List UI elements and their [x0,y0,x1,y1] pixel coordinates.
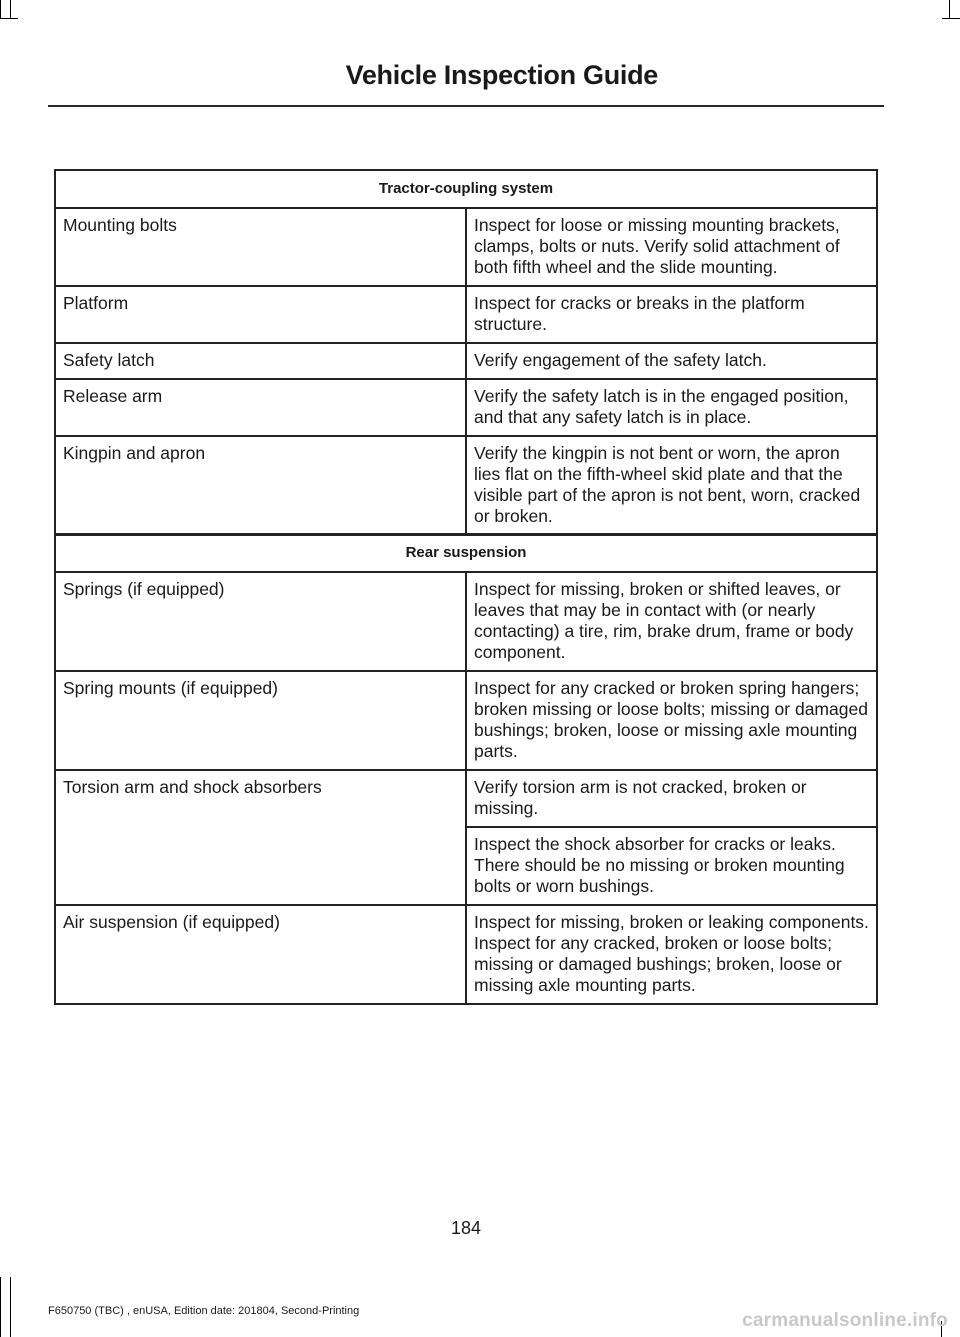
description-text: Inspect for any cracked, broken or loose bolts; missing or damaged bushings; broken, loose or missing axle mounting parts. [474,933,842,995]
item-cell: Kingpin and apron [55,436,466,535]
description-text: Verify the kingpin is not bent or worn, the apron lies flat on the fifth-wheel skid plate and that the visible part of the apron is not bent, worn, cracked or broken. [474,443,861,526]
item-cell: Release arm [55,379,466,436]
crop-mark [0,18,18,19]
table-row [55,286,877,343]
description-text: Verify the safety latch is in the engaged position, and that any safety latch is in place. [474,386,849,427]
description-cell [466,436,877,535]
table-row [55,343,877,379]
table-row [55,572,877,671]
watermark: carmanualsonline.info [742,1310,948,1331]
description-text: Inspect for loose or missing mounting brackets, clamps, bolts or nuts. Verify solid attachment of both fifth wheel and the slide mounting. [474,215,840,277]
table-row [55,436,877,535]
item-cell: Platform [55,286,466,343]
description-cell [466,343,877,379]
description-cell [466,905,877,1004]
table-row [55,905,877,1004]
tractor-coupling-table [54,169,878,536]
crop-mark [949,0,950,18]
crop-mark [0,1277,1,1337]
description-text: Verify torsion arm is not cracked, broken or missing. [474,777,807,818]
description-text: Inspect the shock absorber for cracks or leaks. There should be no missing or broken mounting bolts or worn bushings. [474,834,845,896]
footer-edition-info: F650750 (TBC) , enUSA, Edition date: 201804, Second-Printing [48,1305,360,1317]
title-divider [48,105,884,107]
description-cell [466,208,877,286]
table-row [55,770,877,827]
description-text: Inspect for missing, broken or leaking components. [474,912,869,932]
table-row [55,379,877,436]
item-cell: Spring mounts (if equipped) [55,671,466,770]
description-cell [466,379,877,436]
description-cell [466,286,877,343]
description-text: Verify engagement of the safety latch. [474,350,767,370]
description-cell [466,572,877,671]
item-cell: Mounting bolts [55,208,466,286]
description-cell [466,671,877,770]
table-row [55,671,877,770]
table-heading: Tractor-coupling system [55,170,877,208]
item-cell: Air suspension (if equipped) [55,905,466,1004]
description-cell [466,827,877,905]
crop-mark [10,0,11,18]
crop-mark [10,1277,11,1337]
page-title: Vehicle Inspection Guide [345,60,658,90]
description-text: Inspect for any cracked or broken spring hangers; broken missing or loose bolts; missing or damaged bushings; broken, loose or missing axle mounting parts. [474,678,868,761]
description-text: Inspect for missing, broken or shifted leaves, or leaves that may be in contact with (or nearly contacting) a tire, rim, brake drum, frame or body component. [474,579,854,662]
item-cell: Torsion arm and shock absorbers [55,770,466,905]
crop-mark [942,18,960,19]
page-number: 184 [450,1218,482,1238]
description-cell [466,770,877,827]
table-heading: Rear suspension [55,534,877,572]
item-cell: Springs (if equipped) [55,572,466,671]
item-cell: Safety latch [55,343,466,379]
table-row [55,208,877,286]
rear-suspension-table [54,533,878,1005]
description-text: Inspect for cracks or breaks in the platform structure. [474,293,805,334]
crop-mark [0,0,1,18]
